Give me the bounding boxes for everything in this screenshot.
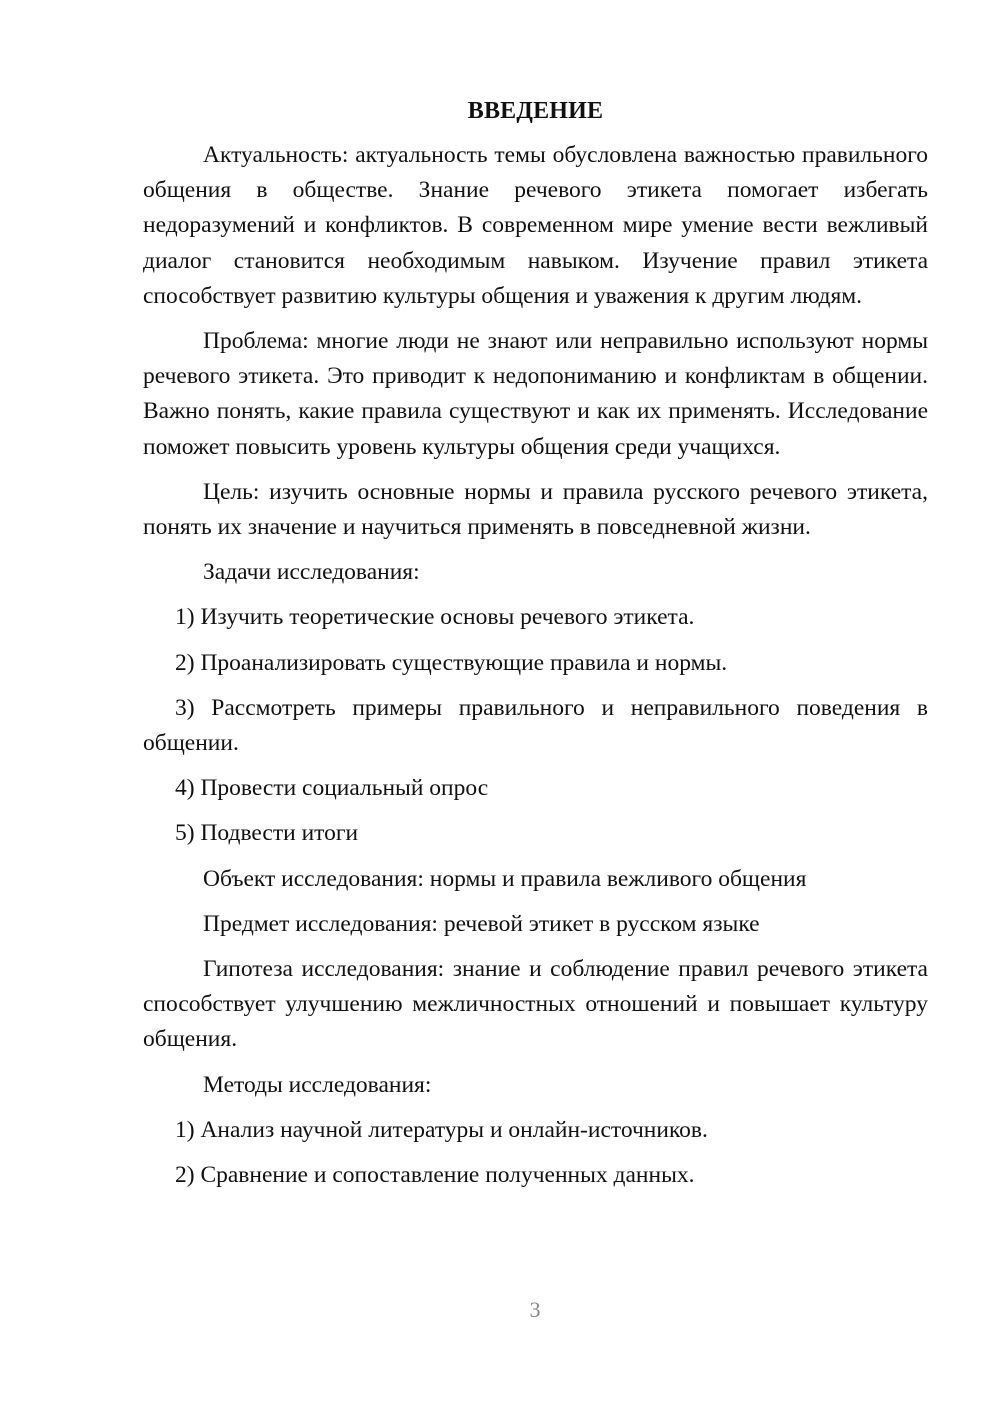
hypothesis-paragraph: Гипотеза исследования: знание и соблюдение правил речевого этикета способствует улучшению межличностных отношений и повышает культуру общения. [143,956,928,1053]
list-item: 2) Проанализировать существующие правила и нормы. [175,649,728,676]
list-item: 4) Провести социальный опрос [175,775,489,802]
page-number: 3 [529,1297,541,1322]
tasks-heading: Задачи исследования: [203,559,420,586]
methods-heading: Методы исследования: [203,1071,432,1098]
relevance-paragraph: Актуальность: актуальность темы обусловлена важностью правильного общения в обществе. Знание речевого этикета помогает избегать недоразумений и конфликтов. В современном мире умение вести вежливый диалог становится необходимым навыком. Изучение правил этикета способствует развитию культуры общения и уважения к другим людям. [143,142,928,309]
document-title: ВВЕДЕНИЕ [467,98,604,124]
goal-paragraph: Цель: изучить основные нормы и правила русского речевого этикета, понять их значение и научиться применять в повседневной жизни. [143,478,928,541]
subject-paragraph: Предмет исследования: речевой этикет в русском языке [203,910,760,937]
problem-paragraph: Проблема: многие люди не знают или неправильно используют нормы речевого этикета. Это приводит к недопониманию и конфликтам в общении. Важно понять, какие правила существуют и как их применять. Исследование поможет повысить уровень культуры общения среди учащихся. [143,328,928,460]
document-page [143,96,928,1193]
list-item: 1) Анализ научной литературы и онлайн-источников. [175,1116,708,1143]
tasks-list [143,600,928,851]
list-item: 5) Подвести итоги [175,820,359,847]
list-item: 3) Рассмотреть примеры правильного и неправильного поведения в общении. [143,694,928,757]
list-item: 2) Сравнение и сопоставление полученных данных. [175,1162,695,1189]
list-item: 1) Изучить теоретические основы речевого этикета. [175,604,695,631]
object-paragraph: Объект исследования: нормы и правила вежливого общения [203,865,807,892]
methods-list [143,1113,928,1193]
